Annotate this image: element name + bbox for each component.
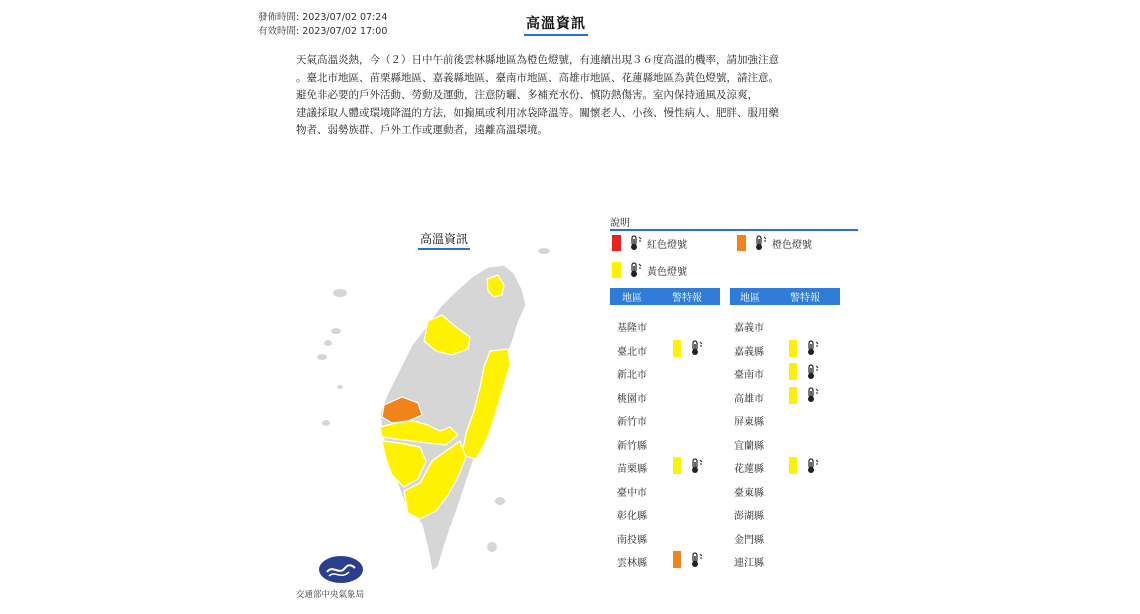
- thermometer-icon: [627, 262, 643, 278]
- region-r-6: 花蓮縣: [734, 464, 764, 475]
- region-l-8: 彰化縣: [617, 511, 647, 522]
- thermometer-icon: [627, 235, 643, 251]
- legend-red: [612, 235, 687, 251]
- region-r-2: 臺南市: [734, 370, 764, 381]
- description-line: 。臺北市地區、苗栗縣地區、嘉義縣地區、臺南市地區、高雄市地區、花蓮縣地區為黃色燈號，請注意。: [296, 71, 779, 84]
- region-l-3: 桃園市: [617, 393, 647, 405]
- region-r-10: 連江縣: [734, 558, 764, 569]
- legend-orange-label: 橙色燈號: [772, 239, 812, 251]
- map-title: 高溫資訊: [418, 230, 470, 250]
- map-island: [487, 542, 497, 552]
- valid-label: 有效時間:: [258, 26, 300, 37]
- agency-name: 交通部中央氣象局: [296, 590, 365, 600]
- region-l-5: 新竹縣: [617, 440, 647, 452]
- issue-label: 發佈時間:: [258, 12, 300, 23]
- map-island: [331, 328, 341, 334]
- region-r-0: 嘉義市: [734, 323, 764, 334]
- red-swatch: [612, 235, 621, 251]
- region-r-1: 嘉義縣: [734, 346, 764, 358]
- thermometer-icon: [752, 235, 768, 251]
- warning-indicator: [789, 340, 820, 357]
- col-region: 地區: [740, 293, 760, 304]
- region-l-9: 南投縣: [617, 534, 647, 546]
- col-alert: 警特報: [672, 293, 702, 304]
- valid-time-line: [258, 25, 387, 39]
- region-r-4: 屏東縣: [734, 417, 764, 428]
- issue-meta: [258, 11, 387, 39]
- legend-divider: [610, 229, 858, 231]
- issue-time-line: [258, 11, 387, 25]
- region-l-4: 新竹市: [617, 417, 647, 428]
- description-line: 物者、弱勢族群、戶外工作或運動者，遠離高溫環境。: [296, 124, 548, 137]
- description-line: 天氣高溫炎熱，今（２）日中午前後雲林縣地區為橙色燈號，有連續出現３６度高溫的機率，請加強注意: [296, 54, 779, 66]
- warning-indicator: [789, 363, 820, 380]
- region-r-5: 宜蘭縣: [734, 440, 764, 452]
- agency-logo: [319, 556, 363, 583]
- warning-indicator: [673, 551, 704, 568]
- region-l-2: 新北市: [617, 370, 647, 381]
- legend-yellow-label: 黃色燈號: [647, 266, 687, 278]
- warning-indicator: [673, 340, 704, 357]
- region-r-9: 金門縣: [734, 534, 764, 546]
- region-l-1: 臺北市: [617, 346, 647, 358]
- legend-yellow: [612, 262, 687, 278]
- map-island: [324, 340, 332, 346]
- table-header-right: [730, 288, 840, 305]
- map-island: [495, 497, 505, 505]
- region-l-6: 苗栗縣: [617, 464, 647, 475]
- warning-indicator: [789, 457, 820, 474]
- map-island: [333, 289, 347, 297]
- legend-orange: [737, 235, 812, 251]
- orange-swatch: [737, 235, 746, 251]
- map-island: [317, 354, 327, 360]
- map-island: [538, 248, 550, 254]
- wave-icon: [319, 556, 363, 583]
- description: [296, 52, 816, 140]
- region-r-8: 澎湖縣: [734, 511, 764, 522]
- map-island: [322, 420, 330, 426]
- region-r-3: 高雄市: [734, 393, 764, 405]
- valid-time: 2023/07/02 17:00: [302, 26, 388, 37]
- warning-indicator: [789, 387, 820, 404]
- page-title: 高溫資訊: [524, 13, 588, 36]
- warning-indicator: [673, 457, 704, 474]
- table-header-left: [610, 288, 720, 305]
- legend-title: 說明: [610, 218, 630, 229]
- region-l-7: 臺中市: [617, 487, 647, 499]
- col-region: 地區: [622, 293, 642, 304]
- region-r-7: 臺東縣: [734, 487, 764, 499]
- map-island: [337, 385, 343, 389]
- region-l-10: 雲林縣: [617, 558, 647, 569]
- region-l-0: 基隆市: [617, 323, 647, 334]
- yellow-swatch: [612, 262, 621, 278]
- taiwan-map: [300, 245, 560, 585]
- col-alert: 警特報: [790, 293, 820, 304]
- description-line: 避免非必要的戶外活動、勞動及運動，注意防曬、多補充水份、慎防熱傷害。室內保持通風及涼爽，: [296, 89, 758, 102]
- issue-time: 2023/07/02 07:24: [302, 12, 388, 23]
- description-line: 建議採取人體或環境降溫的方法，如搧風或利用冰袋降溫等。關懷老人、小孩、慢性病人、肥胖、服用藥: [296, 106, 779, 119]
- legend-red-label: 紅色燈號: [647, 239, 687, 251]
